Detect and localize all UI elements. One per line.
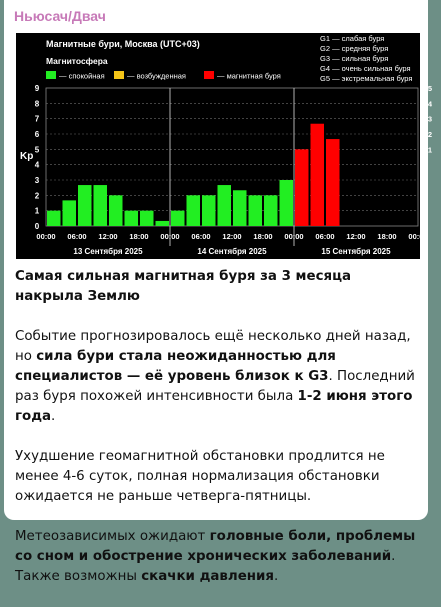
g-tick-label: G4 <box>422 99 433 109</box>
post-paragraph-2: Ухудшение геомагнитной обстановки продлится не менее 4-6 суток, полная нормализация обстановки ожидается не раньше четверга-пятницы. <box>15 449 385 504</box>
g-tick-label: G3 <box>422 114 433 124</box>
bar-storm <box>295 149 309 226</box>
y-tick-label: 5 <box>34 145 40 155</box>
x-tick-label: 12:00 <box>346 232 366 241</box>
x-tick-label: 00:00 <box>284 232 304 241</box>
post-text <box>15 267 421 607</box>
chart-title: Магнитные бури, Москва (UTC+03) <box>46 39 200 49</box>
kp-chart <box>16 33 433 259</box>
y-tick-label: 3 <box>34 176 40 185</box>
y-tick-label: 8 <box>34 99 40 109</box>
bar-quiet <box>218 185 232 226</box>
message-bubble <box>4 0 433 584</box>
bar-quiet <box>125 211 139 226</box>
legend-label: — возбужденная <box>127 71 186 81</box>
legend-swatch <box>114 71 124 79</box>
bar-quiet <box>78 185 92 226</box>
bar-quiet <box>47 211 61 226</box>
x-tick-label: 18:00 <box>129 232 149 241</box>
y-tick-label: 4 <box>34 160 40 170</box>
y-tick-label: 0 <box>34 222 40 231</box>
y-tick-label: 9 <box>34 84 40 93</box>
x-tick-label: 06:00 <box>315 232 335 241</box>
g-scale-label: G2 — средняя буря <box>320 44 389 53</box>
bar-quiet <box>280 180 294 226</box>
legend-swatch <box>204 71 214 79</box>
x-tick-label: 18:00 <box>253 232 273 241</box>
bar-quiet <box>202 195 216 226</box>
legend-right <box>320 34 412 83</box>
bar-quiet <box>140 211 154 226</box>
plot-area <box>35 84 433 256</box>
legend-label: — магнитная буря <box>217 71 281 81</box>
post-paragraph-1: Событие прогнозировалось ещё несколько дней назад, но сила бури стала неожиданностью для специалистов — её уровень близок к G3. Последний раз буря похожей интенсивности была 1-2 июня этого года. <box>15 329 415 424</box>
bar-quiet <box>249 195 263 226</box>
day-label: 15 Сентября 2025 <box>321 247 391 256</box>
x-tick-label: 06:00 <box>67 232 87 241</box>
x-tick-label: 06:00 <box>191 232 211 241</box>
bar-quiet <box>187 195 201 226</box>
x-tick-label: 00:00 <box>408 232 428 241</box>
post-headline: Самая сильная магнитная буря за 3 месяца накрыла Землю <box>15 269 352 304</box>
y-tick-label: 1 <box>34 206 40 216</box>
g-scale-label: G5 — экстремальная буря <box>320 74 413 83</box>
y-axis-label: Kp <box>20 151 34 162</box>
kp-chart-image[interactable] <box>16 33 433 259</box>
g-tick-label: G2 <box>422 130 433 139</box>
channel-name[interactable]: Ньюсач/Двач <box>14 8 106 24</box>
bar-quiet <box>156 221 170 226</box>
legend-label: — спокойная <box>59 71 105 81</box>
legend-swatch <box>46 71 56 79</box>
g-scale-label: G1 — слабая буря <box>320 34 385 43</box>
bar-quiet <box>264 195 278 226</box>
bar-quiet <box>171 211 185 226</box>
y-tick-label: 2 <box>34 191 40 201</box>
chart-subtitle: Магнитосфера <box>46 56 108 66</box>
x-tick-label: 12:00 <box>222 232 242 241</box>
bar-quiet <box>109 195 123 226</box>
x-tick-label: 00:00 <box>36 232 56 241</box>
g-tick-label: G1 <box>422 145 433 155</box>
bar-storm <box>311 124 325 226</box>
x-tick-label: 00:00 <box>160 232 180 241</box>
day-label: 13 Сентября 2025 <box>73 247 143 256</box>
bar-storm <box>326 139 340 226</box>
day-label: 14 Сентября 2025 <box>197 247 267 256</box>
post-paragraph-3: Метеозависимых ожидают головные боли, проблемы со сном и обострение хронических заболеваний. Также возможны скачки давления. <box>15 529 416 584</box>
bar-quiet <box>94 185 108 226</box>
legend-left <box>46 71 281 81</box>
x-tick-label: 18:00 <box>377 232 397 241</box>
g-tick-label: G5 <box>422 84 433 93</box>
y-tick-label: 7 <box>34 114 40 124</box>
x-tick-label: 12:00 <box>98 232 118 241</box>
g-scale-label: G3 — сильная буря <box>320 54 389 63</box>
bar-quiet <box>63 200 77 226</box>
y-tick-label: 6 <box>34 130 40 139</box>
bar-quiet <box>233 190 247 226</box>
g-scale-label: G4 — очень сильная буря <box>320 64 411 73</box>
